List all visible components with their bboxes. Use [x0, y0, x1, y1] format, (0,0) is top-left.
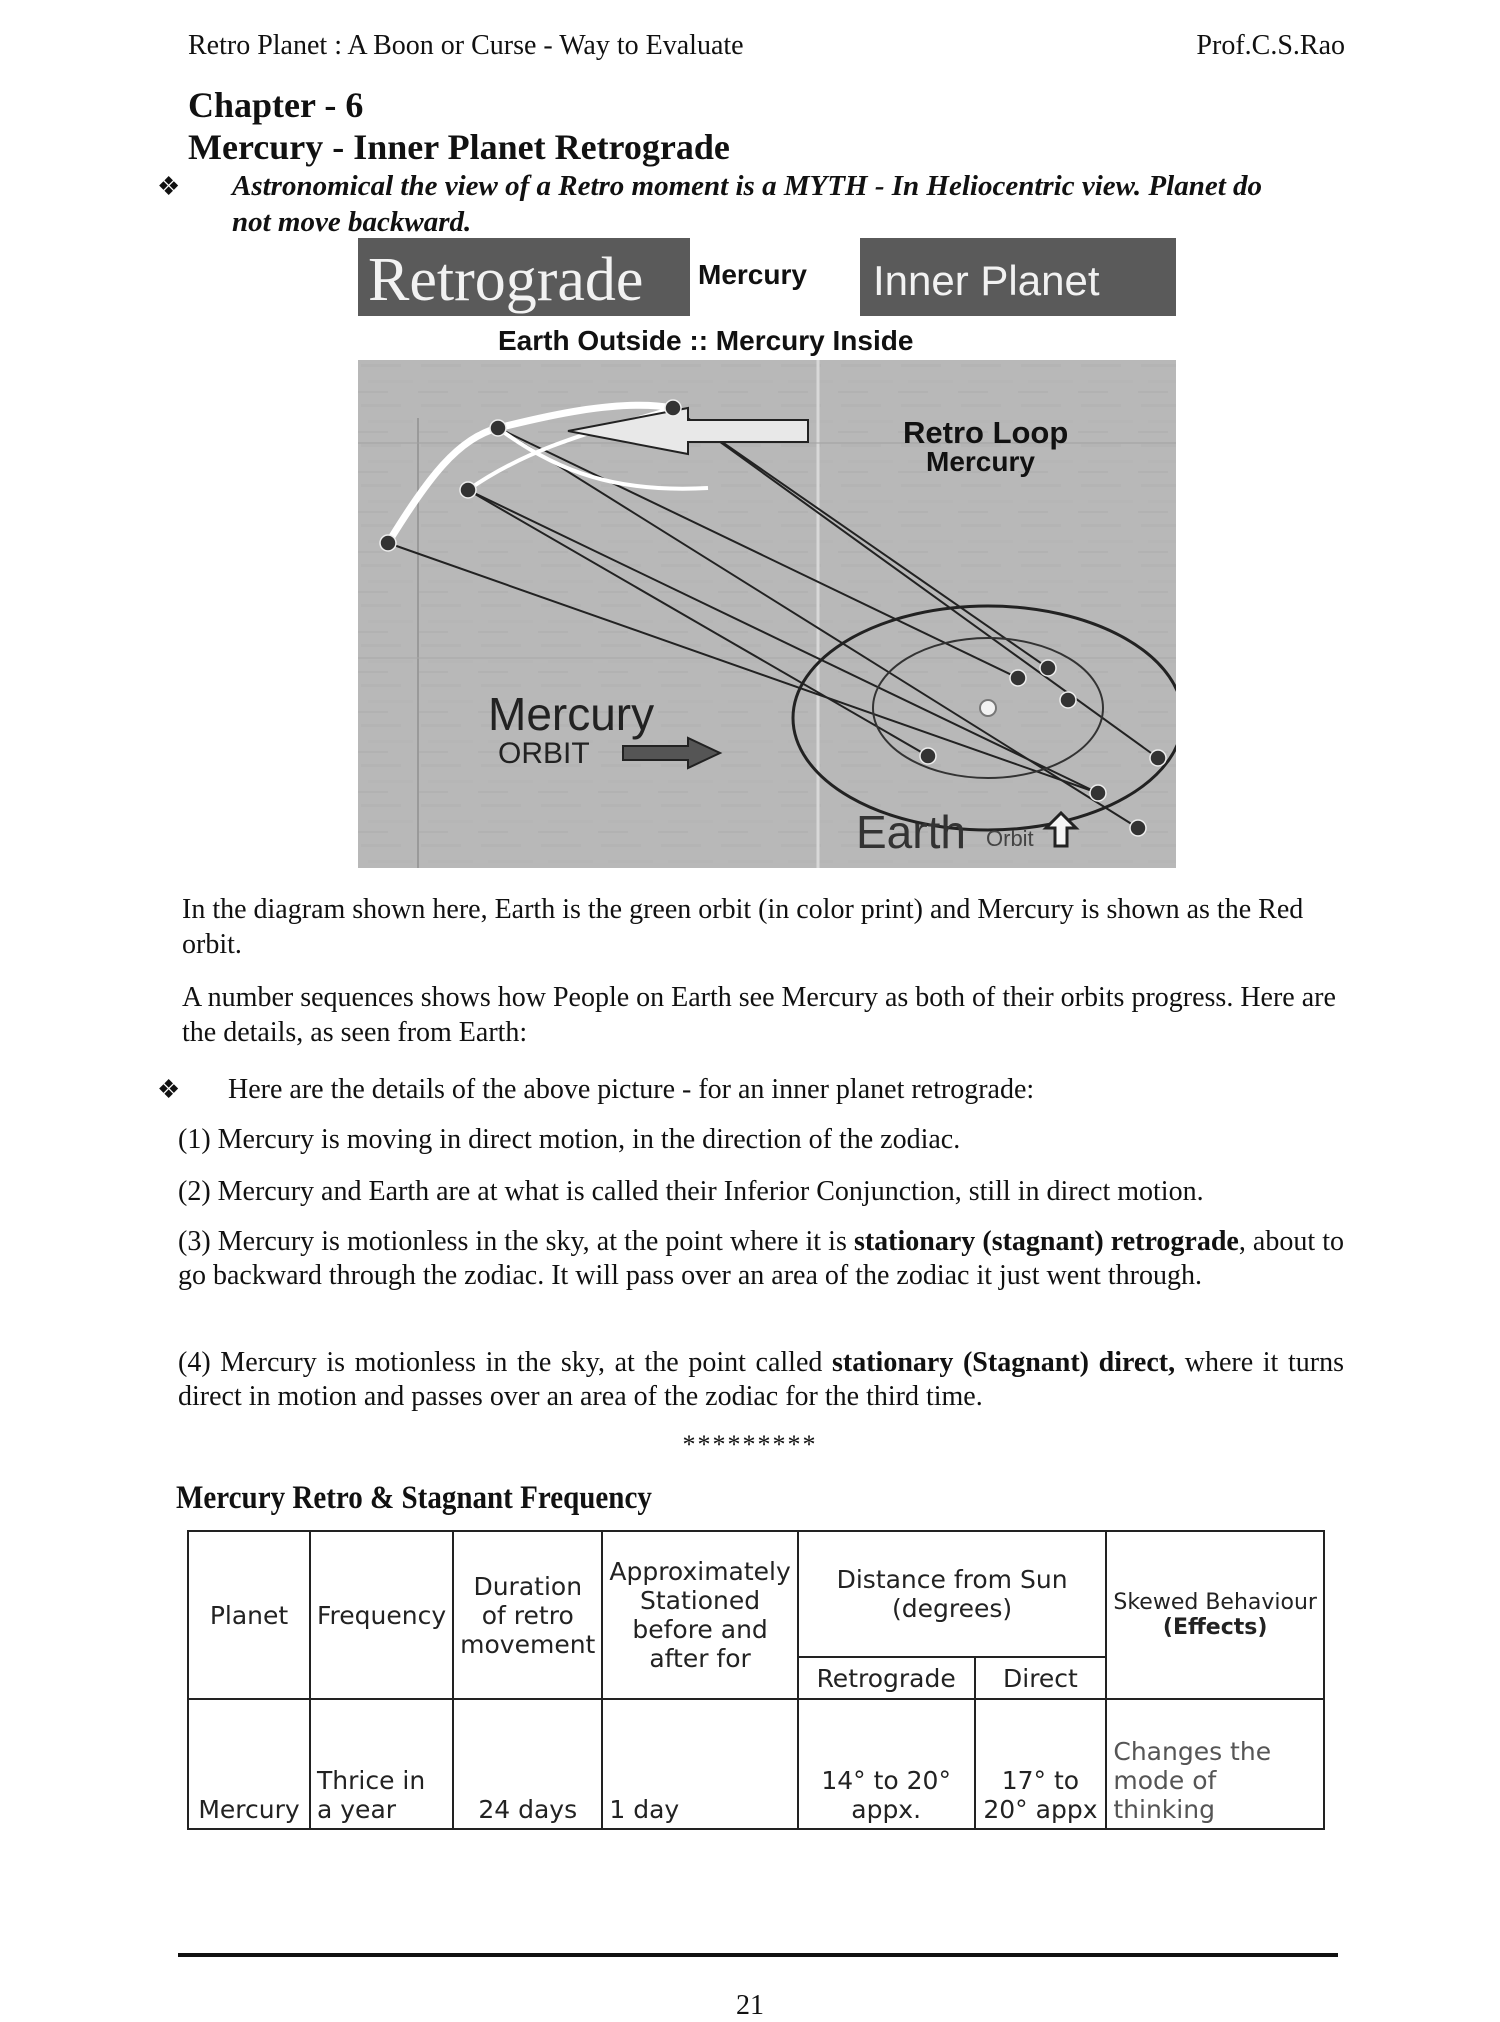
header-stationed: Approximately Stationed before and after for	[602, 1531, 797, 1699]
item-1: (1) Mercury is moving in direct motion, in the direction of the zodiac.	[178, 1124, 961, 1155]
item-4-bold: stationary (Stagnant) direct,	[832, 1347, 1176, 1378]
header-distance: Distance from Sun (degrees)	[798, 1531, 1107, 1657]
item-4-text: (4) Mercury is motionless in the sky, at the point called	[178, 1347, 833, 1378]
intro-note-line2: not move backward.	[232, 206, 472, 238]
bullet-icon: ❖	[157, 1075, 181, 1104]
section-separator: *********	[682, 1430, 818, 1459]
retro-loop-label: Retro Loop	[903, 415, 1069, 450]
cell-stationed: 1 day	[602, 1699, 797, 1829]
intro-note-line1: Astronomical the view of a Retro moment is a MYTH - In Heliocentric view. Planet do	[232, 170, 1262, 202]
item-4	[178, 1346, 1344, 1414]
header-effects	[1106, 1531, 1324, 1699]
header-direct: Direct	[975, 1657, 1107, 1699]
item-4-rest: where it turns direct in motion and passes over an area of the zodiac for the third time.	[178, 1347, 1344, 1412]
chapter-title: Mercury - Inner Planet Retrograde	[188, 127, 730, 167]
banner-retrograde: Retrograde	[368, 246, 644, 314]
table-title: Mercury Retro & Stagnant Frequency	[176, 1480, 652, 1516]
sun-marker	[980, 700, 996, 716]
retrograde-diagram-svg	[358, 238, 1176, 868]
cell-retrograde: 14° to 20° appx.	[798, 1699, 975, 1829]
running-header-author: Prof.C.S.Rao	[1196, 30, 1345, 61]
cell-direct: 17° to 20° appx	[975, 1699, 1107, 1829]
header-effects-sub: (Effects)	[1162, 1615, 1268, 1640]
details-intro: Here are the details of the above picture - for an inner planet retrograde:	[228, 1074, 1035, 1105]
item-3	[178, 1225, 1344, 1293]
header-effects-label: Skewed Behaviour	[1113, 1590, 1317, 1615]
frequency-table	[187, 1530, 1325, 1830]
header-frequency: Frequency	[310, 1531, 453, 1699]
header-duration: Duration of retro movement	[453, 1531, 602, 1699]
item-2: (2) Mercury and Earth are at what is called their Inferior Conjunction, still in direct motion.	[178, 1176, 1204, 1207]
footer-rule	[178, 1953, 1338, 1957]
retrograde-diagram	[358, 238, 1176, 868]
running-header-title: Retro Planet : A Boon or Curse - Way to Evaluate	[188, 30, 744, 61]
item-3-bold: stationary (stagnant) retrograde	[853, 1226, 1239, 1257]
banner-inner-planet: Inner Planet	[873, 257, 1100, 304]
header-retrograde: Retrograde	[798, 1657, 975, 1699]
retro-loop-mercury-label: Mercury	[926, 446, 1035, 477]
paragraph-number-sequence: A number sequences shows how People on Earth see Mercury as both of their orbits progress. Here are the details, as seen from Earth:	[182, 982, 1336, 1048]
page-number: 21	[736, 1990, 764, 2021]
chapter-number: Chapter - 6	[188, 85, 364, 125]
cell-planet: Mercury	[188, 1699, 310, 1829]
banner-mercury: Mercury	[698, 259, 807, 290]
item-3-rest: , about to go backward through the zodiac. It will pass over an area of the zodiac it just went through.	[178, 1226, 1345, 1291]
item-3-text: (3) Mercury is motionless in the sky, at the point where it is	[178, 1226, 854, 1257]
mercury-orbit-label: Mercury	[488, 688, 655, 740]
cell-effects: Changes the mode of thinking	[1106, 1699, 1324, 1829]
bullet-icon: ❖	[157, 172, 181, 201]
earth-orbit-label: Orbit	[986, 826, 1034, 851]
earth-label: Earth	[856, 806, 966, 858]
diagram-subtitle: Earth Outside :: Mercury Inside	[498, 325, 914, 356]
cell-frequency: Thrice in a year	[310, 1699, 453, 1829]
orbit-label: ORBIT	[498, 737, 590, 770]
intro-note	[232, 168, 1362, 240]
header-planet: Planet	[188, 1531, 310, 1699]
cell-duration: 24 days	[453, 1699, 602, 1829]
paragraph-diagram-explanation: In the diagram shown here, Earth is the green orbit (in color print) and Mercury is shown as the Red orbit.	[182, 894, 1304, 960]
